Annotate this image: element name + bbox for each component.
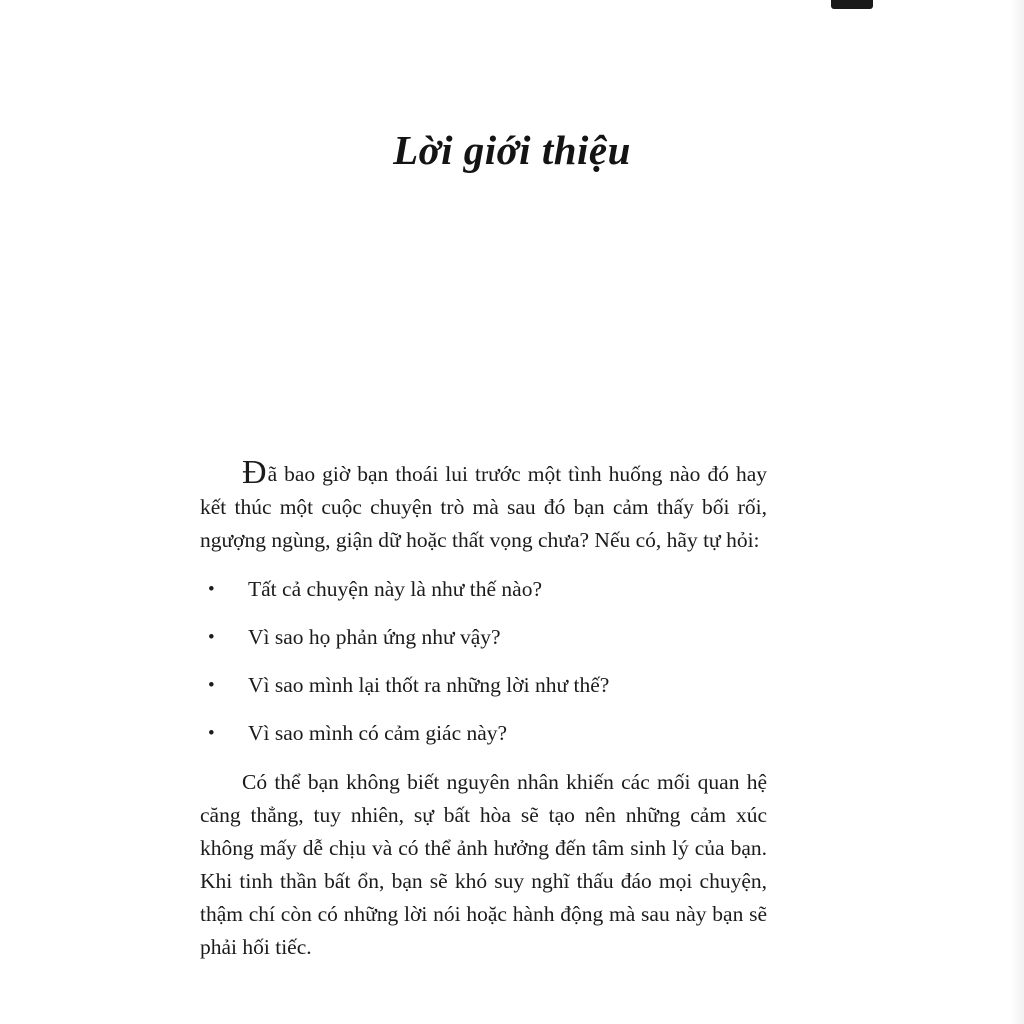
scan-artifact [831,0,873,9]
list-item-text: Vì sao mình có cảm giác này? [248,721,508,745]
bullet-icon: • [208,627,215,648]
intro-paragraph [200,454,767,557]
bullet-icon: • [208,579,215,600]
list-item [200,669,767,702]
chapter-title: Lời giới thiệu [393,127,631,173]
list-item-text: Vì sao mình lại thốt ra những lời như thế? [248,673,610,697]
bullet-icon: • [208,723,215,744]
bullet-icon: • [208,675,215,696]
list-item-text: Tất cả chuyện này là như thế nào? [248,577,543,601]
intro-paragraph-text: ã bao giờ bạn thoái lui trước một tình huống nào đó hay kết thúc một cuộc chuyện trò mà sau đó bạn cảm thấy bối rối, ngượng ngùng, giận dữ hoặc thất vọng chưa? Nếu có, hãy tự hỏi: [200,462,767,552]
list-item [200,717,767,750]
closing-paragraph: Có thể bạn không biết nguyên nhân khiến các mối quan hệ căng thẳng, tuy nhiên, sự bất hòa sẽ tạo nên những cảm xúc không mấy dễ chịu và có thể ảnh hưởng đến tâm sinh lý của bạn. Khi tinh thần bất ổn, bạn sẽ khó suy nghĩ thấu đáo mọi chuyện, thậm chí còn có những lời nói hoặc hành động mà sau này bạn sẽ phải hối tiếc. [200,770,767,959]
body-text-block [200,454,767,964]
initial-capital: Đ [242,454,268,491]
list-item [200,621,767,654]
question-list [200,573,767,750]
list-item-text: Vì sao họ phản ứng như vậy? [248,625,501,649]
list-item [200,573,767,606]
